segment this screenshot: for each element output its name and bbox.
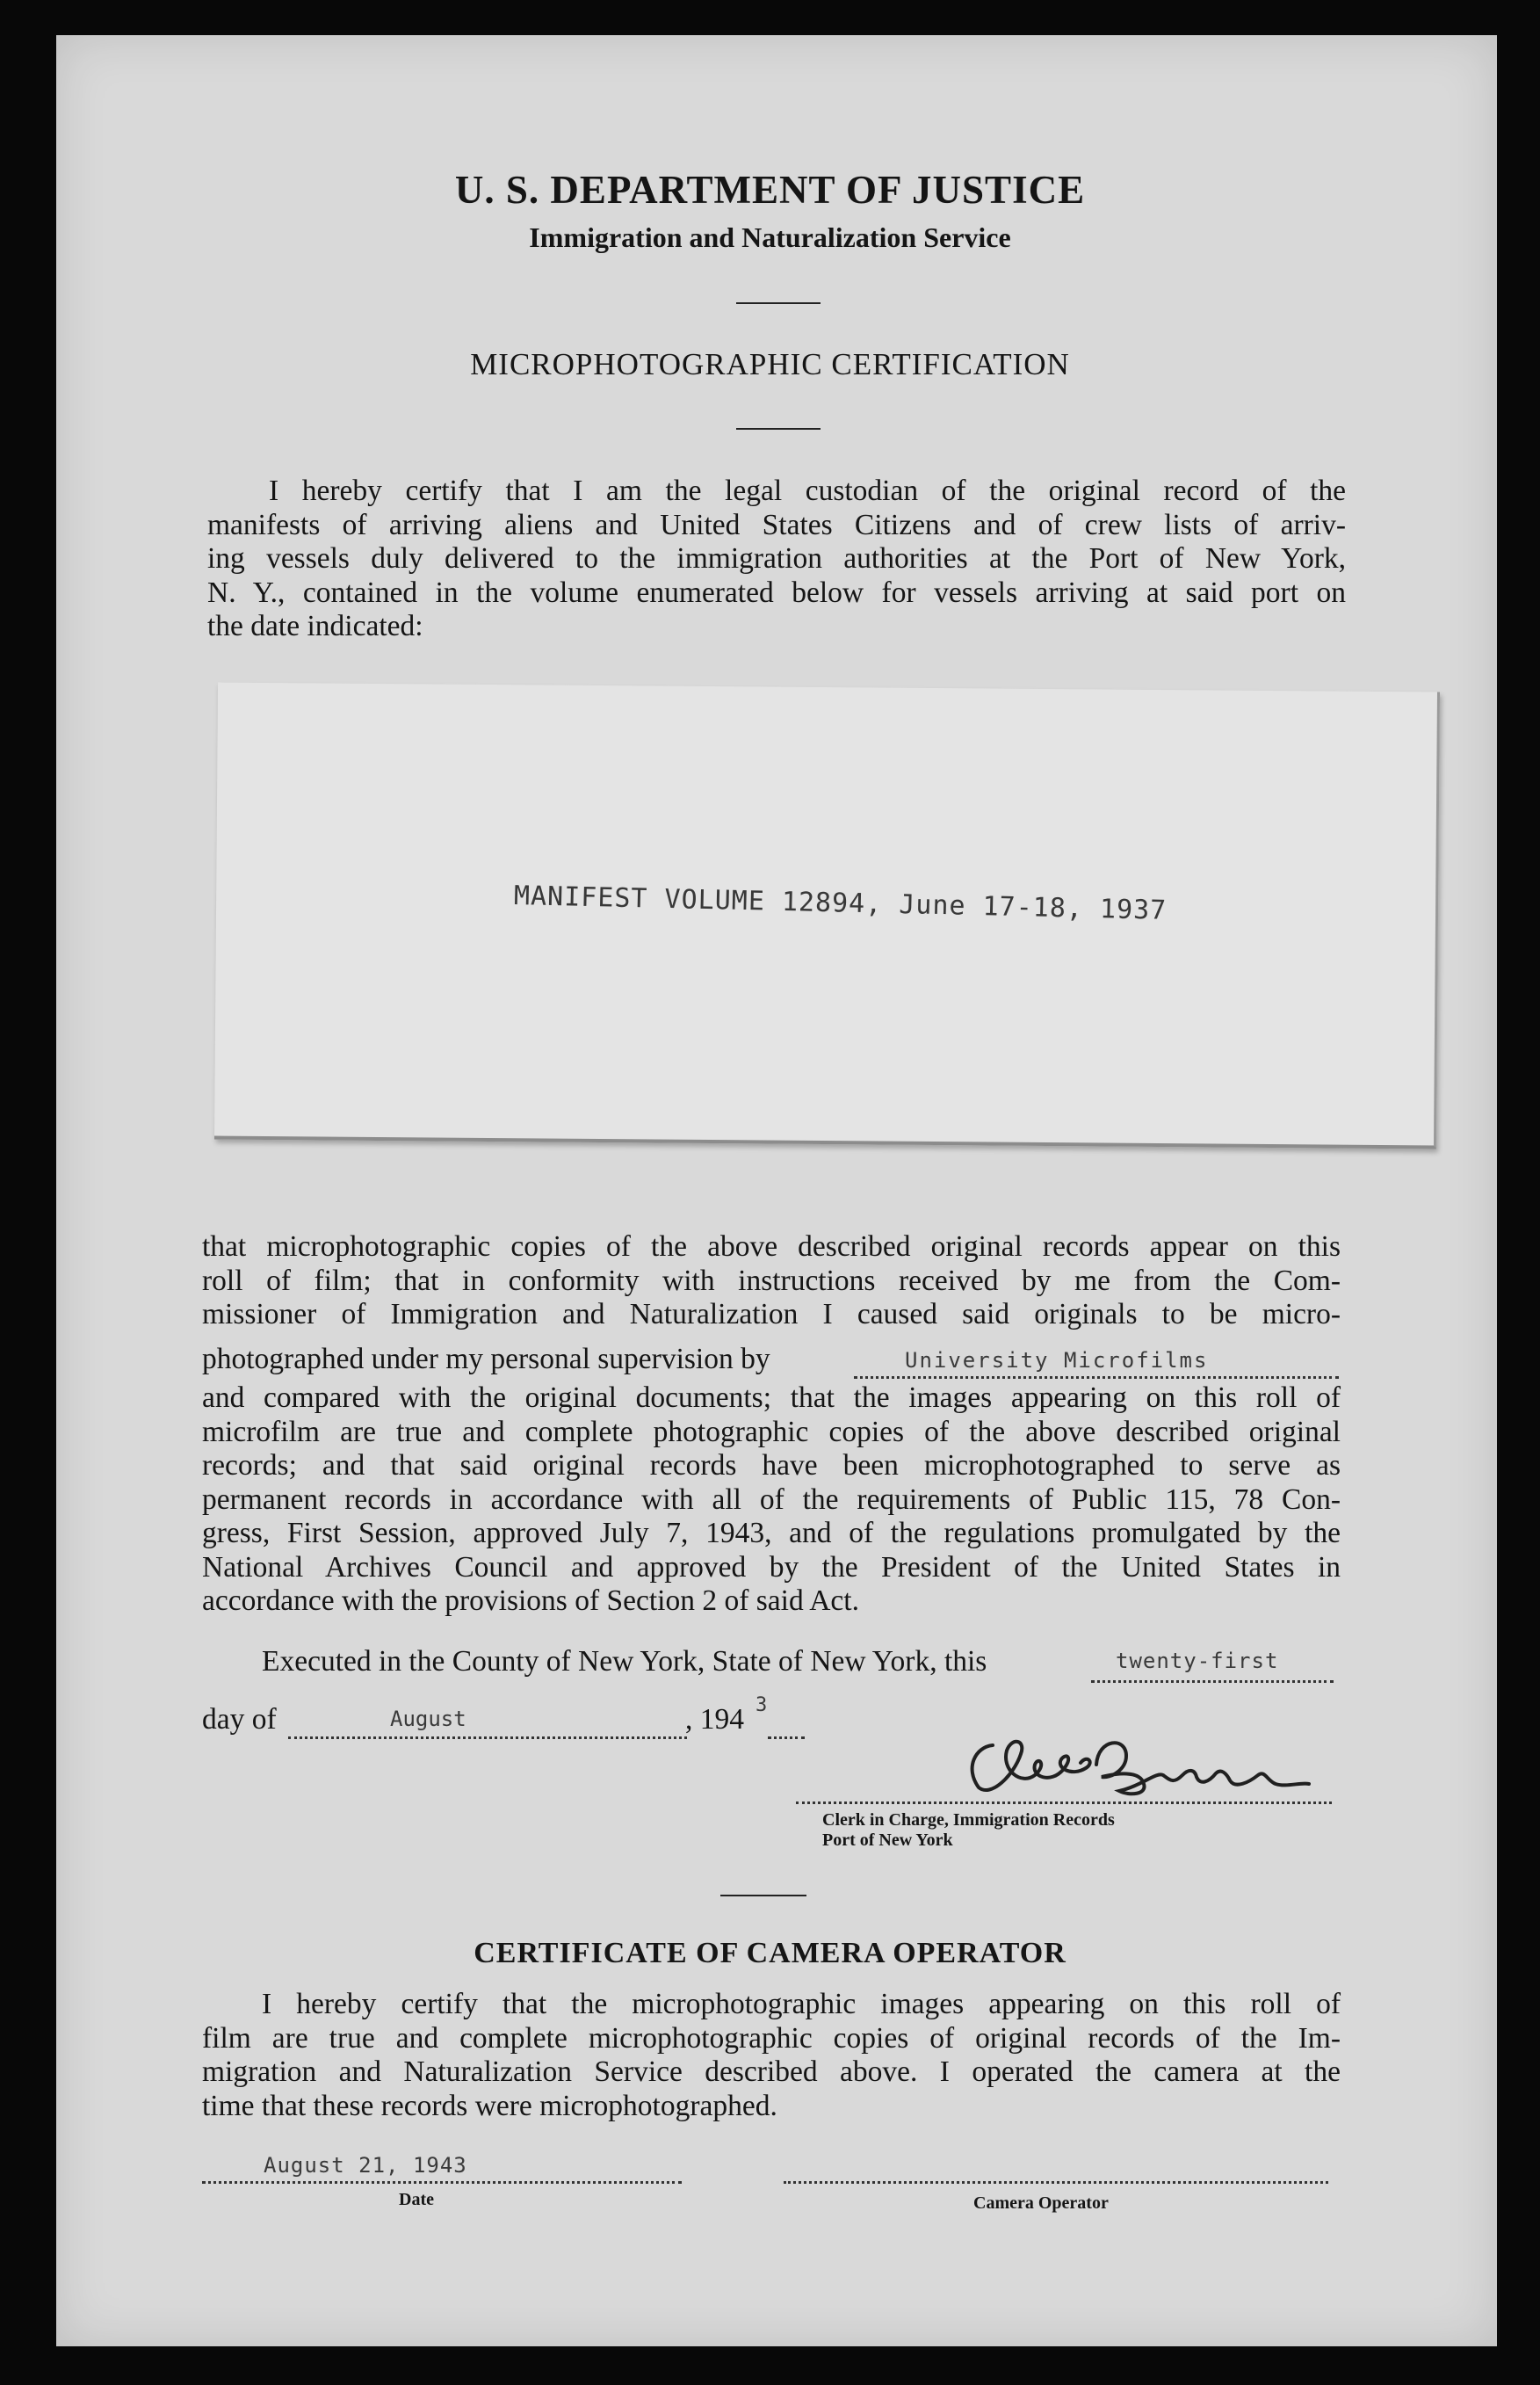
clerk-port: Port of New York — [822, 1830, 953, 1850]
body-line: missioner of Immigration and Naturalization I caused said originals to be micro- — [202, 1298, 1341, 1330]
camera-operator-label: Camera Operator — [973, 2193, 1109, 2213]
body-paragraph-bottom — [202, 1381, 1341, 1619]
month-dotted-line — [288, 1736, 687, 1739]
clerk-title: Clerk in Charge, Immigration Records — [822, 1810, 1115, 1830]
year-dotted-line — [768, 1736, 805, 1739]
certification-title: MICROPHOTOGRAPHIC CERTIFICATION — [470, 347, 1070, 381]
body-line: roll of film; that in conformity with instructions received by me from the Com- — [202, 1264, 1341, 1297]
clerk-signature-line — [796, 1801, 1332, 1804]
body-line: accordance with the provisions of Section 2 of said Act. — [202, 1584, 859, 1617]
camera-line: film are true and complete microphotographic copies of original records of the Im- — [202, 2021, 1341, 2055]
intro-line: the date indicated: — [207, 610, 423, 642]
day-value: twenty-first — [1116, 1649, 1279, 1673]
month-value: August — [390, 1707, 466, 1731]
date-dotted-line — [202, 2181, 682, 2184]
year-digit: 3 — [756, 1694, 768, 1716]
clerk-signature — [940, 1729, 1309, 1804]
header-divider — [736, 302, 821, 304]
supervision-value: University Microfilms — [905, 1348, 1209, 1373]
intro-line: ing vessels duly delivered to the immigration authorities at the Port of New York, — [207, 542, 1346, 575]
supervision-prefix: photographed under my personal supervision by — [202, 1343, 770, 1375]
executed-prefix: Executed in the County of New York, State of New York, this — [262, 1645, 987, 1678]
camera-line: I hereby certify that the microphotographic images appearing on this roll of — [262, 1988, 1341, 2020]
camera-line: time that these records were microphotographed. — [202, 2089, 777, 2122]
intro-line: manifests of arriving aliens and United States Citizens and of crew lists of arriv- — [207, 508, 1346, 541]
day-dotted-line — [1091, 1680, 1334, 1683]
body-line: permanent records in accordance with all of the requirements of Public 115, 78 Con- — [202, 1482, 1341, 1516]
supervision-dotted-line — [854, 1376, 1339, 1379]
body-paragraph-top — [202, 1230, 1341, 1332]
year-prefix: , 194 — [685, 1703, 744, 1736]
body-line: National Archives Council and approved by the President of the United States in — [202, 1550, 1341, 1584]
camera-paragraph — [202, 1988, 1341, 2123]
intro-line: I hereby certify that I am the legal custodian of the original record of the — [269, 475, 1346, 507]
body-line: records; and that said original records have been microphotographed to serve as — [202, 1449, 1341, 1482]
body-line: and compared with the original documents; that the images appearing on this roll of — [202, 1381, 1341, 1414]
body-line: that microphotographic copies of the above described original records appear on this — [202, 1230, 1341, 1263]
intro-paragraph — [207, 475, 1346, 644]
body-line: microfilm are true and complete photographic copies of the above described original — [202, 1415, 1341, 1448]
title-divider — [736, 428, 821, 430]
camera-operator-title: CERTIFICATE OF CAMERA OPERATOR — [474, 1937, 1066, 1969]
manifest-volume-text: MANIFEST VOLUME 12894, June 17-18, 1937 — [513, 881, 1168, 926]
body-line: gress, First Session, approved July 7, 1943, and of the regulations promulgated by the — [202, 1517, 1341, 1549]
day-of-label: day of — [202, 1703, 277, 1736]
service-subtitle: Immigration and Naturalization Service — [529, 221, 1011, 253]
date-label: Date — [399, 2190, 434, 2209]
camera-section-divider — [720, 1895, 806, 1896]
operator-dotted-line — [784, 2181, 1328, 2184]
department-title: U. S. DEPARTMENT OF JUSTICE — [454, 168, 1086, 212]
intro-line: N. Y., contained in the volume enumerated below for vessels arriving at said port on — [207, 576, 1346, 609]
date-value: August 21, 1943 — [264, 2153, 467, 2178]
camera-line: migration and Naturalization Service described above. I operated the camera at the — [202, 2055, 1341, 2088]
